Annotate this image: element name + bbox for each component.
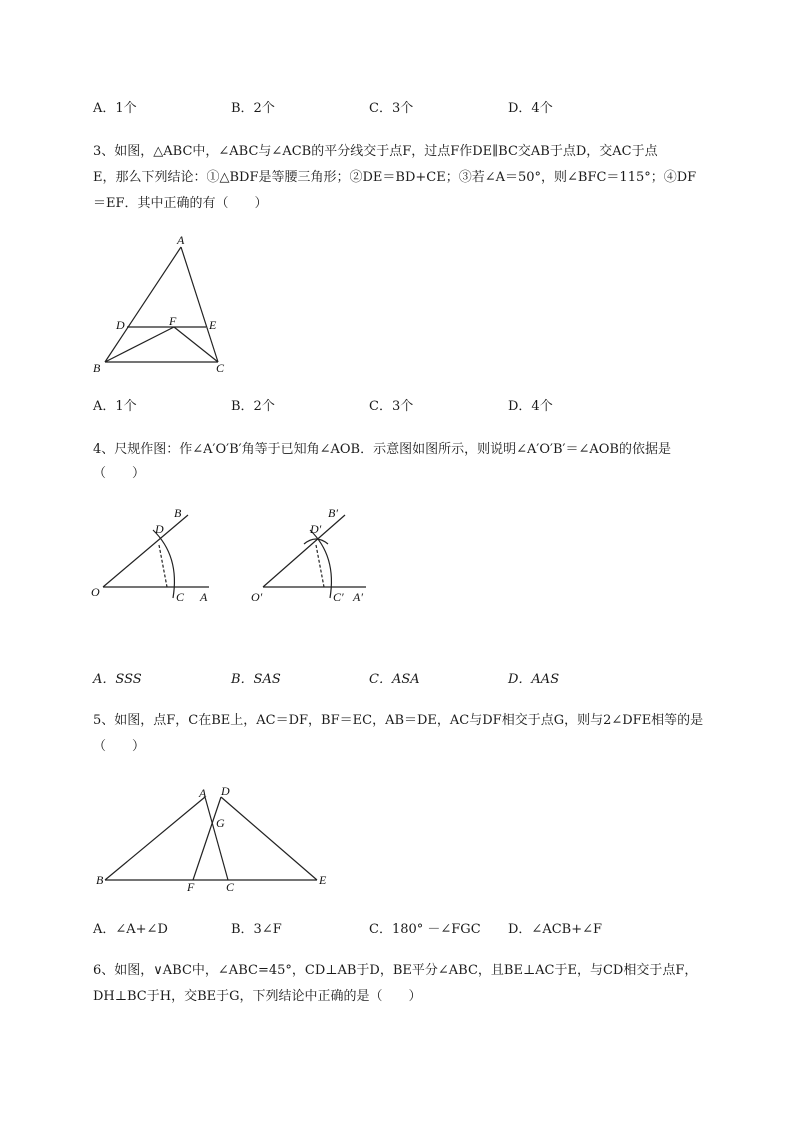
q5-option-c[interactable]: C．180° －∠FGC bbox=[369, 922, 481, 937]
q4-option-c[interactable]: C．ASA bbox=[369, 672, 420, 687]
q3-option-d[interactable]: D．4个 bbox=[508, 399, 553, 414]
label-d: D bbox=[155, 522, 164, 536]
q5-option-a[interactable]: A．∠A+∠D bbox=[93, 922, 168, 937]
segment-de bbox=[221, 797, 317, 880]
q2-option-a[interactable]: A．1个 bbox=[93, 101, 137, 116]
q4-angle-aob-figure bbox=[88, 500, 218, 610]
q5-text-line-1: 5、如图，点F，C在BE上，AC＝DF，BF＝EC，AB＝DE，AC与DF相交于点G，则与2∠DFE相等的是 bbox=[93, 713, 704, 728]
label-o-prime: O′ bbox=[251, 590, 263, 604]
q3-text-line-1: 3、如图，△ABC中，∠ABC与∠ACB的平分线交于点F，过点F作DE∥BC交AB于点D，交AC于点 bbox=[93, 144, 658, 159]
q2-option-d[interactable]: D．4个 bbox=[508, 101, 553, 116]
label-a: A bbox=[200, 590, 208, 604]
label-d: D bbox=[221, 784, 230, 798]
q5-option-d[interactable]: D．∠ACB+∠F bbox=[508, 922, 603, 937]
label-d-prime: D′ bbox=[310, 522, 322, 536]
label-f: F bbox=[169, 314, 177, 328]
label-c: C bbox=[176, 590, 185, 604]
ray-ob bbox=[103, 515, 188, 587]
q4-text-line-2: （ ） bbox=[93, 466, 146, 481]
q4-option-a[interactable]: A．SSS bbox=[93, 672, 142, 687]
dashed-c1d1 bbox=[316, 545, 324, 587]
q4-option-d[interactable]: D．AAS bbox=[508, 672, 560, 687]
q3-option-c[interactable]: C．3个 bbox=[369, 399, 414, 414]
segment-ab bbox=[105, 797, 205, 880]
q4-text-line-1: 4、尺规作图：作∠A′O′B′角等于已知角∠AOB．示意图如图所示，则说明∠A′O′B′＝∠AOB的依据是 bbox=[93, 442, 671, 457]
label-e: E bbox=[209, 318, 217, 332]
arc-cd bbox=[153, 530, 174, 598]
q4-option-b[interactable]: B．SAS bbox=[231, 672, 281, 687]
q3-text-line-2: E，那么下列结论：①△BDF是等腰三角形；②DE＝BD+CE；③若∠A＝50°，则∠BFC＝115°；④DF bbox=[93, 170, 697, 185]
q3-text-line-3: ＝EF．其中正确的有（ ） bbox=[93, 196, 268, 211]
label-a: A bbox=[199, 786, 207, 800]
q5-option-b[interactable]: B．3∠F bbox=[231, 922, 282, 937]
label-b: B bbox=[93, 361, 101, 375]
label-a-prime: A′ bbox=[353, 590, 363, 604]
segment-ac bbox=[181, 247, 218, 362]
label-b-prime: B′ bbox=[328, 506, 338, 520]
segment-cf bbox=[174, 327, 218, 362]
label-e: E bbox=[319, 873, 327, 887]
label-b: B bbox=[174, 506, 182, 520]
label-c-prime: C′ bbox=[333, 590, 344, 604]
label-c: C bbox=[216, 361, 225, 375]
q3-triangle-figure bbox=[88, 232, 248, 377]
q3-option-b[interactable]: B．2个 bbox=[231, 399, 275, 414]
segment-ab bbox=[105, 247, 181, 362]
label-b: B bbox=[96, 873, 104, 887]
label-f: F bbox=[187, 880, 195, 894]
q3-option-a[interactable]: A．1个 bbox=[93, 399, 137, 414]
q6-text-line-1: 6、如图，∨ABC中，∠ABC=45°，CD⊥AB于D，BE平分∠ABC，且BE⊥AC于E，与CD相交于点F， bbox=[93, 963, 698, 978]
segment-bf bbox=[105, 327, 174, 362]
q6-text-line-2: DH⊥BC于H，交BE于G，下列结论中正确的是（ ） bbox=[93, 989, 422, 1004]
label-a: A bbox=[177, 233, 185, 247]
label-g: G bbox=[216, 816, 225, 830]
label-o: O bbox=[91, 585, 100, 599]
label-c: C bbox=[226, 880, 235, 894]
q5-triangles-figure bbox=[88, 780, 348, 895]
q5-text-line-2: （ ） bbox=[93, 739, 146, 754]
dashed-cd bbox=[159, 545, 167, 587]
q2-option-b[interactable]: B．2个 bbox=[231, 101, 275, 116]
label-d: D bbox=[116, 318, 125, 332]
ray-o1b1 bbox=[263, 515, 345, 587]
q4-angle-a1o1b1-figure bbox=[248, 500, 378, 610]
q2-option-c[interactable]: C．3个 bbox=[369, 101, 414, 116]
